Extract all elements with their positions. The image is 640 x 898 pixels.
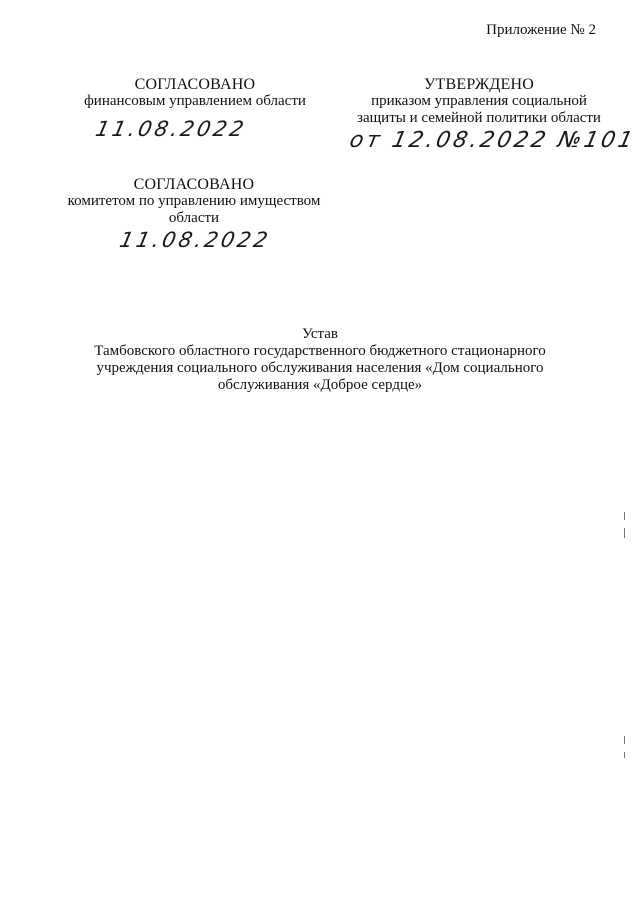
charter-title: Устав: [302, 326, 338, 342]
approved-line-2: защиты и семейной политики области: [357, 110, 601, 126]
agreed-finance-block: [70, 76, 320, 110]
agreed-committee-line-1: комитетом по управлению имуществом: [67, 193, 321, 209]
approved-line-1: приказом управления социальной: [371, 93, 587, 109]
approved-heading: УТВЕРЖДЕНО: [423, 76, 534, 93]
charter-subtitle-line-1: Тамбовского областного государственного бюджетного стационарного: [94, 343, 546, 359]
charter-title-block: [60, 326, 580, 394]
agreed-committee-handwritten-date: 11.08.2022: [117, 228, 273, 252]
scan-artifact-mark: [624, 752, 625, 758]
charter-subtitle-line-3: обслуживания «Доброе сердце»: [217, 377, 423, 393]
agreed-finance-authority: финансовым управлением области: [84, 93, 306, 109]
scan-artifact-mark: [624, 512, 625, 520]
agreed-finance-heading: СОГЛАСОВАНО: [134, 76, 256, 93]
approved-handwritten-order: от 12.08.2022 №101: [347, 128, 638, 153]
agreed-committee-block: [60, 176, 328, 227]
appendix-number: Приложение № 2: [486, 22, 596, 38]
scan-artifact-mark: [624, 528, 625, 538]
agreed-finance-handwritten-date: 11.08.2022: [93, 117, 249, 141]
scan-artifact-mark: [624, 736, 625, 744]
charter-subtitle-line-2: учреждения социального обслуживания населения «Дом социального: [96, 360, 544, 376]
agreed-committee-line-2: области: [168, 210, 220, 226]
agreed-committee-heading: СОГЛАСОВАНО: [133, 176, 255, 193]
approved-block: [326, 76, 632, 127]
